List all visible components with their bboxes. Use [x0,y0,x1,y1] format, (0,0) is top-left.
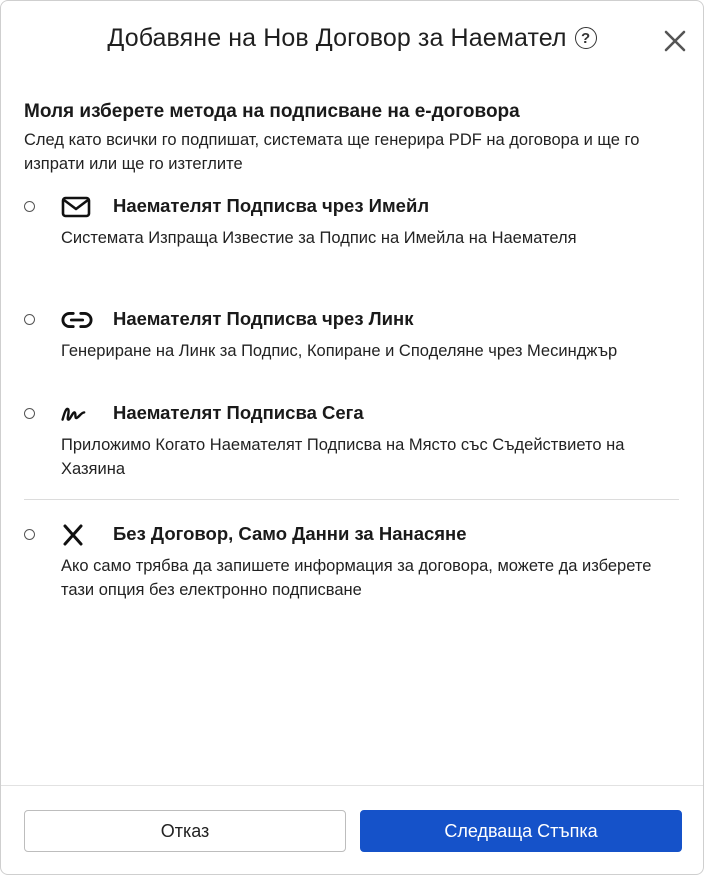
radio-sign-by-email[interactable] [24,201,35,212]
dialog-header [1,1,703,79]
radio-sign-by-link[interactable] [24,314,35,325]
cancel-button[interactable]: Отказ [24,810,346,852]
option-title: Наемателят Подписва Сега [113,402,364,423]
option-sign-by-link[interactable] [21,308,679,368]
intro-description: След като всички го подпишат, системата ще генерира PDF на договора и ще го изпрати или ще го изтеглите [24,131,640,173]
option-description: Приложимо Когато Наемателят Подписва на Място със Съдействието на Хазяина [61,436,625,478]
dialog-title-row [107,24,596,53]
next-step-button[interactable]: Следваща Стъпка [360,810,682,852]
option-title: Наемателят Подписва чрез Линк [113,308,414,329]
intro-section [24,101,683,176]
option-sign-now[interactable] [21,402,679,486]
close-icon[interactable] [663,29,687,53]
option-no-contract[interactable] [21,523,679,607]
dialog-title: Добавяне на Нов Договор за Наемател [107,23,567,52]
radio-no-contract[interactable] [24,529,35,540]
radio-sign-now[interactable] [24,408,35,419]
intro-title: Моля изберете метода на подписване на е-договора [24,101,520,122]
x-mark-icon [61,523,93,547]
signature-icon [61,402,93,426]
footer-divider [1,785,703,786]
option-description: Ако само трябва да запишете информация за договора, можете да изберете тази опция без електронно подписване [61,557,652,599]
question-circle-icon[interactable]: ? [575,27,597,49]
option-title: Наемателят Подписва чрез Имейл [113,195,430,216]
options-divider [24,499,679,500]
option-description: Системата Изпраща Известие за Подпис на Имейла на Наемателя [61,229,577,247]
option-sign-by-email[interactable] [21,195,679,255]
option-description: Генериране на Линк за Подпис, Копиране и Споделяне чрез Месинджър [61,342,618,360]
link-icon [61,308,93,332]
option-title: Без Договор, Само Данни за Нанасяне [113,523,467,544]
envelope-icon [61,195,93,219]
